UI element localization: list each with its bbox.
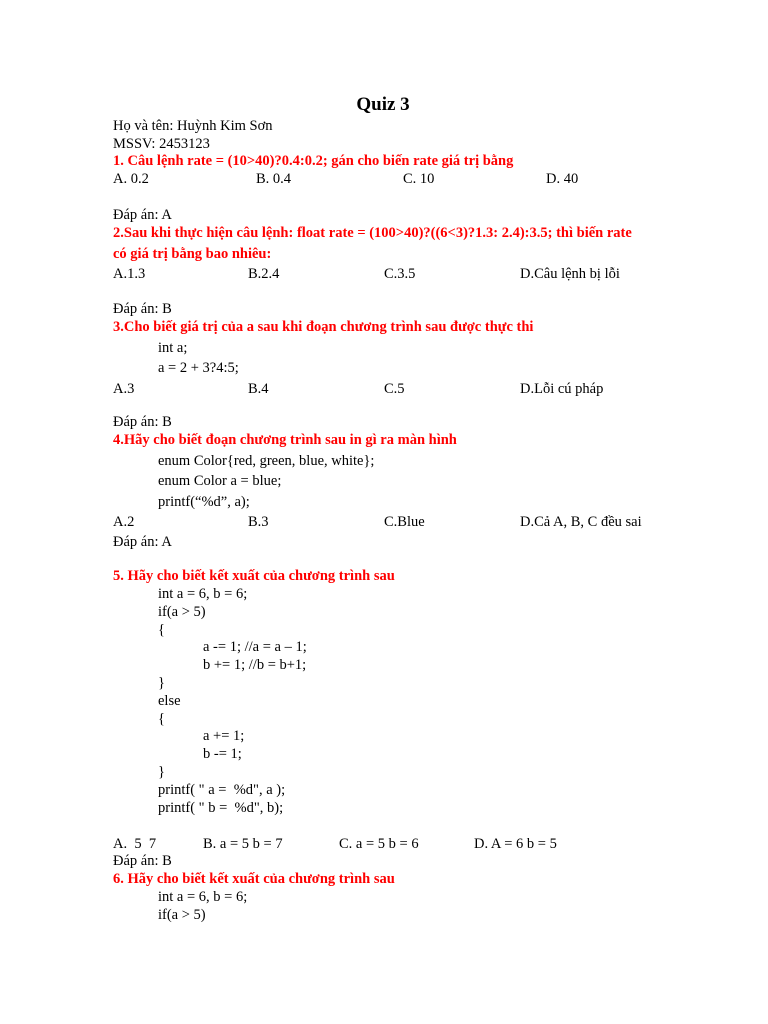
question-2-line-2: có giá trị bằng bao nhiêu: [113, 246, 272, 262]
student-name: Họ và tên: Huỳnh Kim Sơn [113, 118, 273, 134]
q5-code-line-2: if(a > 5) [158, 604, 206, 620]
q4-code-line-2: enum Color a = blue; [158, 473, 282, 489]
q5-code-line-8: { [158, 711, 165, 727]
q4-option-c: C.Blue [384, 514, 425, 530]
q1-option-d: D. 40 [546, 171, 579, 187]
q5-code-line-11: } [158, 764, 165, 780]
q5-code-line-1: int a = 6, b = 6; [158, 586, 248, 602]
q4-option-a: A.2 [113, 514, 135, 530]
q5-option-b: B. a = 5 b = 7 [203, 836, 283, 852]
q4-answer: Đáp án: A [113, 534, 172, 550]
q1-option-c: C. 10 [403, 171, 435, 187]
student-id: MSSV: 2453123 [113, 136, 210, 152]
q5-answer: Đáp án: B [113, 853, 172, 869]
q2-option-a: A.1.3 [113, 266, 146, 282]
q3-option-a: A.3 [113, 381, 135, 397]
q2-option-d: D.Câu lệnh bị lỗi [520, 266, 620, 282]
q5-option-d: D. A = 6 b = 5 [474, 836, 557, 852]
question-1: 1. Câu lệnh rate = (10>40)?0.4:0.2; gán cho biến rate giá trị bằng [113, 153, 514, 169]
q5-code-line-6: } [158, 675, 165, 691]
q1-option-a: A. 0.2 [113, 171, 149, 187]
q5-code-line-10: b -= 1; [203, 746, 242, 762]
q4-option-d: D.Cả A, B, C đều sai [520, 514, 642, 530]
question-6: 6. Hãy cho biết kết xuất của chương trình sau [113, 871, 395, 887]
q5-code-line-13: printf( " b = %d", b); [158, 800, 284, 816]
q6-code-line-2: if(a > 5) [158, 907, 206, 923]
page-title: Quiz 3 [356, 94, 410, 115]
q1-answer: Đáp án: A [113, 207, 172, 223]
q6-code-line-1: int a = 6, b = 6; [158, 889, 248, 905]
q5-option-a: A. 5 7 [113, 836, 157, 852]
q2-option-c: C.3.5 [384, 266, 416, 282]
q3-code-line-2: a = 2 + 3?4:5; [158, 360, 239, 376]
q5-code-line-7: else [158, 693, 181, 709]
q1-option-b: B. 0.4 [256, 171, 292, 187]
q3-answer: Đáp án: B [113, 414, 172, 430]
q3-option-c: C.5 [384, 381, 405, 397]
question-2-line-1: 2.Sau khi thực hiện câu lệnh: float rate = (100>40)?((6<3)?1.3: 2.4):3.5; thì biến rate [113, 225, 632, 241]
q5-option-c: C. a = 5 b = 6 [339, 836, 419, 852]
q5-code-line-4: a -= 1; //a = a – 1; [203, 639, 307, 655]
question-4: 4.Hãy cho biết đoạn chương trình sau in gì ra màn hình [113, 432, 457, 448]
q5-code-line-9: a += 1; [203, 728, 245, 744]
q4-code-line-3: printf(“%d”, a); [158, 494, 250, 510]
q5-code-line-3: { [158, 622, 165, 638]
q4-code-line-1: enum Color{red, green, blue, white}; [158, 453, 375, 469]
q4-option-b: B.3 [248, 514, 269, 530]
q3-option-b: B.4 [248, 381, 269, 397]
q2-option-b: B.2.4 [248, 266, 280, 282]
q5-code-line-5: b += 1; //b = b+1; [203, 657, 307, 673]
q2-answer: Đáp án: B [113, 301, 172, 317]
q3-code-line-1: int a; [158, 340, 188, 356]
q5-code-line-12: printf( " a = %d", a ); [158, 782, 286, 798]
question-5: 5. Hãy cho biết kết xuất của chương trình sau [113, 568, 395, 584]
question-3: 3.Cho biết giá trị của a sau khi đoạn chương trình sau được thực thi [113, 319, 534, 335]
q3-option-d: D.Lỗi cú pháp [520, 381, 604, 397]
